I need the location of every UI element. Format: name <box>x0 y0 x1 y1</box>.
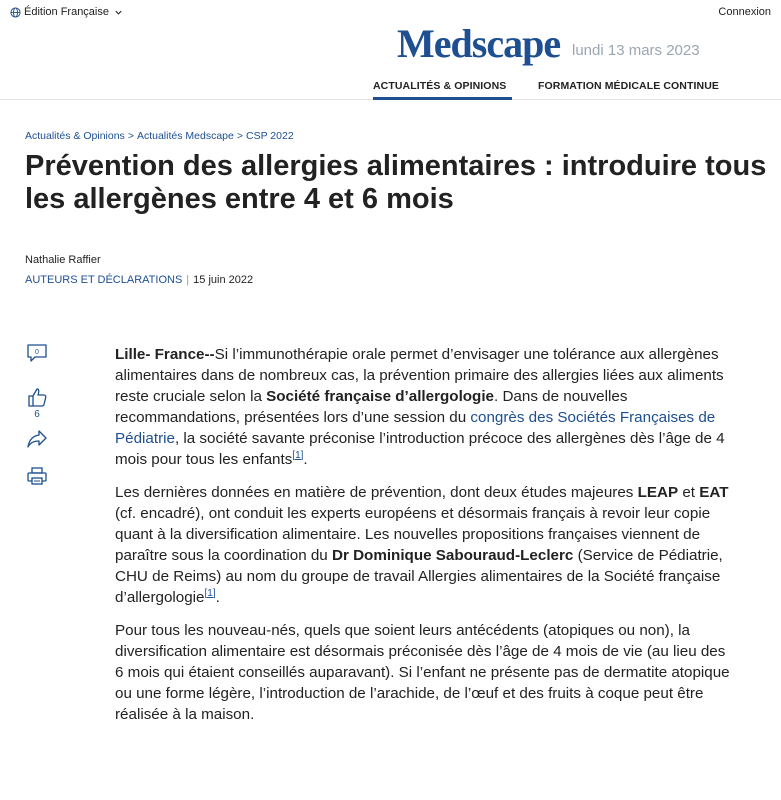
paragraph-text: et <box>678 484 700 501</box>
coordinator-name: Dr Dominique Sabouraud-Leclerc <box>331 547 574 564</box>
paragraph-text: (cf. encadré), ont conduit les experts européens et désormais français à revoir leur copie quant à la diversification alimentaire. Les nouvelles propositions françaises viennent de paraître sous la coordination du <box>115 505 711 564</box>
medscape-logo[interactable] <box>397 21 561 66</box>
nav-cme[interactable]: FORMATION MÉDICALE CONTINUE <box>538 80 719 92</box>
print-button[interactable] <box>25 466 49 486</box>
breadcrumb-item-csp[interactable]: CSP 2022 <box>245 130 294 142</box>
paragraph-text: , la société savante préconise l’introduction précoce des allergènes dès l’âge de 4 mois pour tous les enfants <box>115 430 725 468</box>
share-icon <box>26 429 48 449</box>
reference-link[interactable]: [1] <box>204 587 216 599</box>
edition-selector[interactable] <box>10 6 123 18</box>
study-leap: LEAP <box>637 484 679 501</box>
comment-icon <box>26 343 48 363</box>
print-icon <box>26 466 48 486</box>
like-icon <box>26 386 48 408</box>
nav-news-opinions[interactable]: ACTUALITÉS & OPINIONS <box>373 80 507 92</box>
comment-count: 0 <box>35 349 39 356</box>
login-link[interactable]: Connexion <box>718 6 771 18</box>
meta-divider: | <box>186 274 190 286</box>
active-nav-indicator <box>373 97 512 100</box>
authors-disclosures-link[interactable]: AUTEURS ET DÉCLARATIONS <box>25 274 183 286</box>
edition-label: Édition Française <box>24 6 109 18</box>
article-author: Nathalie Raffier <box>25 254 101 266</box>
paragraph-text: . <box>215 589 220 606</box>
like-count: 6 <box>34 409 40 420</box>
breadcrumb-sep: > <box>127 130 134 142</box>
article-meta <box>25 274 253 286</box>
article-paragraph-2 <box>115 482 735 608</box>
article-paragraph-3: Pour tous les nouveau-nés, quels que soient leurs antécédents (atopiques ou non), la diversification alimentaire est désormais préconisée dès l’âge de 4 mois de vie (au lieu des 6 mois qui étaient conseillés auparavant). Si l’enfant ne présente pas de dermatite atopique ou une forme légère, l’introduction de l’arachide, de l’œuf et des fruits à coque peut être réalisée à la maison. <box>115 622 730 723</box>
site-header <box>0 0 781 100</box>
article-paragraph-1 <box>115 344 735 470</box>
logo-scape: scape <box>471 21 561 66</box>
article-tools <box>25 343 49 486</box>
logo-med: Med <box>397 21 472 66</box>
paragraph-bold: Société française d’allergologie <box>266 388 495 405</box>
article-title: Prévention des allergies alimentaires : introduire tous les allergènes entre 4 et 6 mois <box>25 150 767 215</box>
share-button[interactable] <box>25 429 49 449</box>
like-button[interactable] <box>25 386 49 420</box>
header-date: lundi 13 mars 2023 <box>572 42 700 59</box>
paragraph-text: Les dernières données en matière de prévention, dont deux études majeures <box>115 484 638 501</box>
breadcrumb <box>25 130 294 142</box>
dateline: Lille- France-- <box>115 346 215 363</box>
congress-link[interactable]: congrès des Sociétés Françaises de Pédiatrie <box>115 409 716 447</box>
paragraph-text: . <box>303 451 308 468</box>
chevron-down-icon <box>114 8 123 17</box>
article-date: 15 juin 2022 <box>193 274 254 286</box>
paragraph-text: (Service de Pédiatrie, CHU de Reims) au nom du groupe de travail Allergies alimentaires de la Société française d’allergologie <box>115 547 723 606</box>
breadcrumb-sep: > <box>236 130 243 142</box>
breadcrumb-item-news[interactable]: Actualités & Opinions <box>25 130 125 142</box>
article-body <box>115 344 735 737</box>
paragraph-text: Si l’immunothérapie orale permet d’envisager une tolérance aux allergènes alimentaires dans de nombreux cas, la prévention primaire des allergies liées aux aliments reste cruciale selon la <box>115 346 724 405</box>
paragraph-text: . Dans de nouvelles recommandations, présentées lors d’une session du <box>115 388 628 426</box>
study-eat: EAT <box>699 484 729 501</box>
globe-icon <box>10 7 21 18</box>
reference-link[interactable]: [1] <box>292 449 304 461</box>
breadcrumb-item-medscape-news[interactable]: Actualités Medscape <box>136 130 234 142</box>
comment-button[interactable] <box>25 343 49 363</box>
